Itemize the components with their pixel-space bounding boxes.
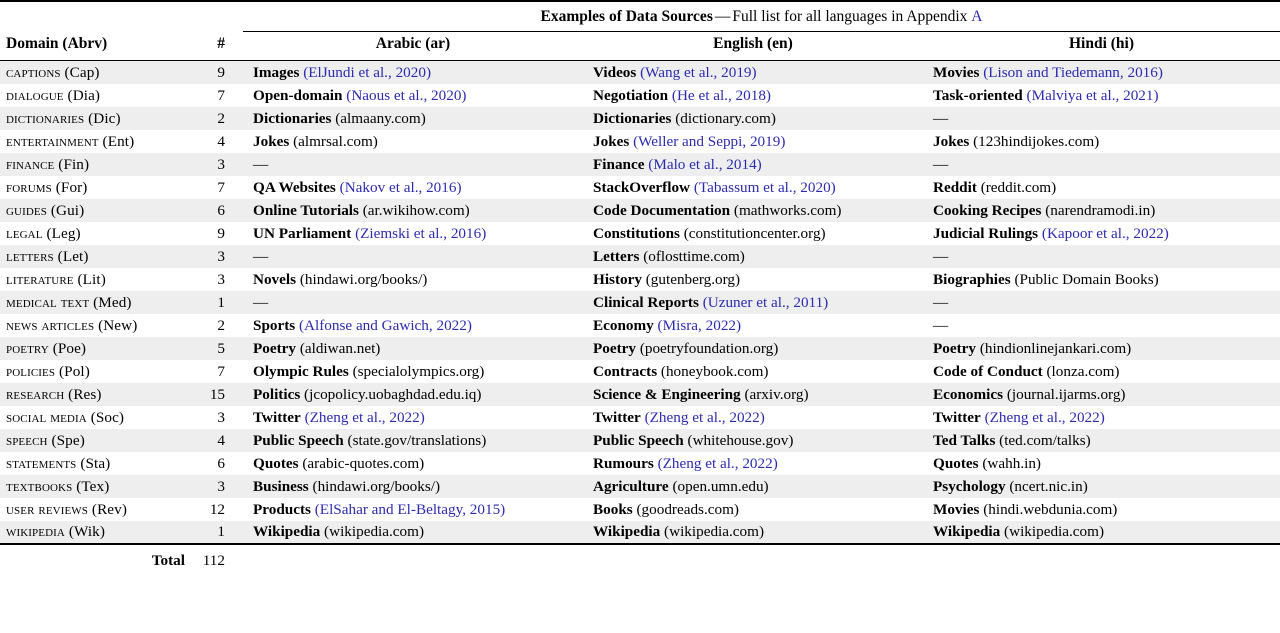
source-label: Business (253, 477, 309, 495)
source-label: Dictionaries (593, 109, 672, 127)
cell-count: 3 (217, 155, 225, 173)
cell-count: 9 (217, 63, 225, 81)
table-row (0, 222, 1280, 245)
source-citation[interactable]: (Malviya et al., 2021) (1026, 86, 1159, 104)
source-label: Twitter (253, 408, 301, 426)
cell-source-english (583, 429, 923, 452)
source-label: Twitter (933, 408, 981, 426)
appendix-link[interactable]: A (971, 8, 983, 25)
cell-source-hindi (923, 176, 1280, 199)
cell-count: 4 (217, 431, 225, 449)
cell-source-hindi (923, 314, 1280, 337)
empty-marker: — (253, 293, 268, 311)
cell-domain: dialogue (Dia) (6, 86, 101, 104)
source-label: Psychology (933, 477, 1006, 495)
source-label: Negotiation (593, 86, 669, 104)
table-row (0, 406, 1280, 429)
source-url: (hindi.webdunia.com) (983, 500, 1118, 518)
cell-source-arabic (243, 360, 583, 383)
cell-source-hindi (923, 498, 1280, 521)
cell-source-hindi (923, 245, 1280, 268)
cell-source-english (583, 130, 923, 153)
source-label: Poetry (933, 339, 977, 357)
source-url: (wikipedia.com) (664, 523, 764, 540)
table-row (0, 475, 1280, 498)
source-url: (dictionary.com) (675, 109, 776, 127)
source-citation[interactable]: (Zheng et al., 2022) (304, 408, 425, 426)
empty-marker: — (253, 155, 268, 173)
source-label: Poetry (253, 339, 297, 357)
cell-count: 15 (209, 385, 225, 403)
cell-domain: speech (Spe) (6, 431, 85, 449)
source-label: Public Speech (593, 431, 684, 449)
header-group-row (0, 2, 1280, 31)
cell-source-hindi (923, 107, 1280, 130)
cell-domain: dictionaries (Dic) (6, 109, 121, 127)
source-url: (hindawi.org/books/) (312, 477, 441, 495)
domain-abbreviation: (Let) (57, 247, 89, 265)
cell-count: 1 (217, 523, 225, 540)
cell-source-english (583, 199, 923, 222)
source-citation[interactable]: (ElSahar and El-Beltagy, 2015) (314, 500, 506, 518)
header-lang-hindi: Hindi (hi) (1068, 35, 1135, 52)
cell-count: 2 (217, 109, 225, 127)
source-url: (specialolympics.org) (352, 362, 485, 380)
table-row (0, 61, 1280, 84)
cell-source-hindi (923, 153, 1280, 176)
cell-source-english (583, 406, 923, 429)
cell-source-arabic (243, 337, 583, 360)
source-url: (mathworks.com) (733, 201, 842, 219)
cell-source-hindi (923, 406, 1280, 429)
cell-source-english (583, 268, 923, 291)
source-label: Letters (593, 247, 640, 265)
cell-source-hindi (923, 429, 1280, 452)
table-row (0, 498, 1280, 521)
cell-source-hindi (923, 383, 1280, 406)
source-label: Open-domain (253, 86, 343, 104)
domain-abbreviation: (Med) (93, 293, 132, 311)
source-citation[interactable]: (Weller and Seppi, 2019) (633, 132, 786, 150)
source-label: Task-oriented (933, 86, 1023, 104)
source-label: Twitter (593, 408, 641, 426)
source-label: Clinical Reports (593, 293, 699, 311)
source-label: UN Parliament (253, 224, 352, 242)
source-url: (reddit.com) (980, 178, 1057, 196)
cell-count: 5 (217, 339, 225, 357)
cell-source-hindi (923, 268, 1280, 291)
cell-count: 7 (217, 178, 225, 196)
cell-domain: medical text (Med) (6, 293, 132, 311)
table-row (0, 130, 1280, 153)
source-url: (wahh.in) (982, 454, 1041, 472)
table-row (0, 84, 1280, 107)
source-url: (hindionlinejankari.com) (979, 339, 1132, 357)
source-url: (ar.wikihow.com) (362, 201, 470, 219)
table-row (0, 383, 1280, 406)
empty-marker: — (933, 109, 948, 127)
cell-domain: user reviews (Rev) (6, 500, 127, 518)
source-url: (almaany.com) (335, 109, 426, 127)
cell-source-arabic (243, 521, 583, 544)
source-citation[interactable]: (Zheng et al., 2022) (984, 408, 1105, 426)
cell-source-english (583, 176, 923, 199)
source-url: (open.umn.edu) (672, 477, 769, 495)
cell-source-hindi (923, 84, 1280, 107)
cell-source-english (583, 107, 923, 130)
table-body (0, 61, 1280, 544)
source-url: (123hindijokes.com) (973, 132, 1100, 150)
source-label: Dictionaries (253, 109, 332, 127)
examples-group-title-bold: Examples of Data Sources (540, 8, 713, 25)
source-url: (jcopolicy.uobaghdad.edu.iq) (304, 385, 482, 403)
domain-abbreviation: (Spe) (51, 431, 85, 449)
source-label: Olympic Rules (253, 362, 349, 380)
source-label: Online Tutorials (253, 201, 359, 219)
source-label: StackOverflow (593, 178, 691, 196)
source-citation[interactable]: (Ziemski et al., 2016) (355, 224, 487, 242)
cell-count: 1 (217, 293, 225, 311)
total-value: 112 (202, 552, 225, 569)
cell-source-hindi (923, 199, 1280, 222)
cell-source-arabic (243, 429, 583, 452)
domain-abbreviation: (Gui) (50, 201, 85, 219)
group-title-note: Full list for all languages in Appendix (732, 8, 968, 25)
cell-source-hindi (923, 337, 1280, 360)
source-url: (wikipedia.com) (324, 523, 424, 540)
cell-source-hindi (923, 360, 1280, 383)
source-citation[interactable]: (Zheng et al., 2022) (657, 454, 778, 472)
domain-abbreviation: (Dia) (67, 86, 101, 104)
domain-abbreviation: (New) (98, 316, 138, 334)
cell-source-english (583, 84, 923, 107)
cell-source-hindi (923, 130, 1280, 153)
cell-count: 4 (217, 132, 225, 150)
table-row (0, 429, 1280, 452)
table-row (0, 107, 1280, 130)
source-url: (narendramodi.in) (1045, 201, 1156, 219)
source-label: Wikipedia (933, 523, 1001, 540)
cell-domain: wikipedia (Wik) (6, 523, 106, 540)
source-label: Ted Talks (933, 431, 996, 449)
source-url: (almrsal.com) (293, 132, 378, 150)
header-lang-english: English (en) (713, 35, 793, 52)
source-label: QA Websites (253, 178, 336, 196)
source-url: (arxiv.org) (744, 385, 809, 403)
cell-count: 7 (217, 86, 225, 104)
examples-group-title (243, 2, 1280, 31)
source-label: Finance (593, 155, 645, 173)
domain-abbreviation: (Sta) (80, 454, 111, 472)
source-url: (hindawi.org/books/) (299, 270, 428, 288)
source-label: Images (253, 63, 300, 81)
source-label: Public Speech (253, 431, 344, 449)
source-label: Poetry (593, 339, 637, 357)
source-label: Jokes (593, 132, 630, 150)
source-label: Jokes (253, 132, 290, 150)
cell-domain: textbooks (Tex) (6, 477, 110, 495)
source-label: Novels (253, 270, 297, 288)
source-url: (ncert.nic.in) (1009, 477, 1088, 495)
table-row (0, 314, 1280, 337)
header-lang-arabic: Arabic (ar) (375, 35, 451, 52)
cell-source-english (583, 61, 923, 84)
cell-source-arabic (243, 452, 583, 475)
cell-domain: forums (For) (6, 178, 88, 196)
source-citation[interactable]: (Nakov et al., 2016) (339, 178, 462, 196)
cell-domain: finance (Fin) (6, 155, 90, 173)
cell-source-english (583, 314, 923, 337)
cell-count: 3 (217, 270, 225, 288)
cell-count: 3 (217, 408, 225, 426)
source-citation[interactable]: (He et al., 2018) (671, 86, 771, 104)
cell-domain: research (Res) (6, 385, 102, 403)
source-citation[interactable]: (Kapoor et al., 2022) (1041, 224, 1169, 242)
domain-abbreviation: (Soc) (90, 408, 125, 426)
cell-source-english (583, 383, 923, 406)
cell-source-hindi (923, 475, 1280, 498)
cell-domain: poetry (Poe) (6, 339, 87, 357)
cell-source-english (583, 153, 923, 176)
domain-abbreviation: (Lit) (77, 270, 106, 288)
cell-source-english (583, 475, 923, 498)
table-row (0, 176, 1280, 199)
source-label: Science & Engineering (593, 385, 741, 403)
table-footer (0, 544, 1280, 572)
header-columns-row (0, 32, 1280, 61)
cell-count: 7 (217, 362, 225, 380)
source-label: Books (593, 500, 633, 518)
cell-source-arabic (243, 130, 583, 153)
cell-source-arabic (243, 245, 583, 268)
domain-abbreviation: (Dic) (88, 109, 121, 127)
domain-abbreviation: (Tex) (76, 477, 110, 495)
domain-abbreviation: (Fin) (58, 155, 90, 173)
cell-source-hindi (923, 61, 1280, 84)
cell-domain: statements (Sta) (6, 454, 111, 472)
table-row (0, 360, 1280, 383)
source-label: Videos (593, 63, 637, 81)
cell-source-hindi (923, 521, 1280, 544)
cell-source-english (583, 222, 923, 245)
source-label: Economics (933, 385, 1004, 403)
source-label: Reddit (933, 178, 977, 196)
cell-count: 3 (217, 247, 225, 265)
source-url: (constitutioncenter.org) (683, 224, 826, 242)
cell-source-hindi (923, 291, 1280, 314)
cell-source-english (583, 498, 923, 521)
domain-abbreviation: (Ent) (102, 132, 135, 150)
cell-source-english (583, 360, 923, 383)
empty-marker: — (933, 155, 948, 173)
cell-count: 12 (209, 500, 225, 518)
source-label: Biographies (933, 270, 1011, 288)
empty-marker: — (933, 247, 948, 265)
source-url: (wikipedia.com) (1004, 523, 1104, 540)
source-url: (goodreads.com) (636, 500, 739, 518)
cell-count: 6 (217, 454, 225, 472)
table-row (0, 199, 1280, 222)
group-title-dash: — (714, 8, 731, 25)
cell-count: 6 (217, 201, 225, 219)
cell-domain: legal (Leg) (6, 224, 81, 242)
domain-abbreviation: (Cap) (64, 63, 100, 81)
source-label: Wikipedia (253, 523, 321, 540)
source-citation[interactable]: (Tabassum et al., 2020) (693, 178, 836, 196)
cell-source-arabic (243, 61, 583, 84)
cell-source-arabic (243, 291, 583, 314)
domain-abbreviation: (Pol) (59, 362, 90, 380)
source-citation[interactable]: (ElJundi et al., 2020) (303, 63, 432, 81)
cell-source-arabic (243, 84, 583, 107)
source-url: (lonza.com) (1046, 362, 1120, 380)
source-label: Judicial Rulings (933, 224, 1039, 242)
source-label: Code Documentation (593, 201, 731, 219)
source-label: Wikipedia (593, 523, 661, 540)
cell-source-arabic (243, 107, 583, 130)
cell-domain: entertainment (Ent) (6, 132, 135, 150)
cell-count: 2 (217, 316, 225, 334)
source-citation[interactable]: (Uzuner et al., 2011) (702, 293, 829, 311)
table-header (0, 1, 1280, 61)
cell-domain: literature (Lit) (6, 270, 106, 288)
cell-source-hindi (923, 452, 1280, 475)
source-label: Rumours (593, 454, 654, 472)
source-url: (poetryfoundation.org) (639, 339, 779, 357)
table-row (0, 291, 1280, 314)
source-url: (oflosttime.com) (643, 247, 745, 265)
source-label: Cooking Recipes (933, 201, 1042, 219)
source-label: Quotes (253, 454, 299, 472)
table-row (0, 245, 1280, 268)
empty-marker: — (253, 247, 268, 265)
cell-count: 3 (217, 477, 225, 495)
source-label: History (593, 270, 642, 288)
table-row (0, 153, 1280, 176)
cell-source-english (583, 452, 923, 475)
cell-domain: letters (Let) (6, 247, 89, 265)
source-url: (state.gov/translations) (347, 431, 487, 449)
empty-marker: — (933, 316, 948, 334)
cell-source-english (583, 337, 923, 360)
source-label: Products (253, 500, 311, 518)
source-label: Sports (253, 316, 296, 334)
table-row (0, 268, 1280, 291)
source-citation[interactable]: (Zheng et al., 2022) (644, 408, 765, 426)
cell-source-arabic (243, 199, 583, 222)
header-domain: Domain (Abrv) (6, 35, 108, 52)
source-url: (gutenberg.org) (645, 270, 741, 288)
domain-abbreviation: (For) (55, 178, 88, 196)
cell-source-english (583, 521, 923, 544)
source-url: (arabic-quotes.com) (302, 454, 425, 472)
cell-source-arabic (243, 406, 583, 429)
source-label: Economy (593, 316, 654, 334)
table-row (0, 521, 1280, 544)
source-url: (Public Domain Books) (1014, 270, 1159, 288)
table-row (0, 452, 1280, 475)
cell-source-arabic (243, 383, 583, 406)
cell-source-arabic (243, 268, 583, 291)
domain-abbreviation: (Res) (68, 385, 102, 403)
empty-marker: — (933, 293, 948, 311)
source-citation[interactable]: (Alfonse and Gawich, 2022) (299, 316, 472, 334)
table-row (0, 337, 1280, 360)
cell-domain: captions (Cap) (6, 63, 100, 81)
domain-abbreviation: (Wik) (68, 523, 106, 540)
source-citation[interactable]: (Misra, 2022) (657, 316, 742, 334)
cell-source-hindi (923, 222, 1280, 245)
source-url: (honeybook.com) (660, 362, 769, 380)
cell-count: 9 (217, 224, 225, 242)
source-label: Jokes (933, 132, 970, 150)
cell-source-arabic (243, 475, 583, 498)
cell-source-arabic (243, 153, 583, 176)
cell-source-english (583, 245, 923, 268)
cell-domain: news articles (New) (6, 316, 138, 334)
source-label: Movies (933, 63, 980, 81)
source-url: (aldiwan.net) (299, 339, 381, 357)
source-label: Politics (253, 385, 301, 403)
total-label: Total (151, 552, 185, 569)
source-url: (journal.ijarms.org) (1006, 385, 1126, 403)
cell-domain: social media (Soc) (6, 408, 125, 426)
domain-abbreviation: (Poe) (52, 339, 87, 357)
cell-source-arabic (243, 498, 583, 521)
cell-domain: policies (Pol) (6, 362, 90, 380)
total-row (0, 545, 1280, 572)
cell-source-english (583, 291, 923, 314)
cell-source-arabic (243, 176, 583, 199)
domain-abbreviation: (Leg) (46, 224, 81, 242)
source-url: (ted.com/talks) (999, 431, 1091, 449)
cell-source-arabic (243, 222, 583, 245)
source-label: Quotes (933, 454, 979, 472)
source-citation[interactable]: (Wang et al., 2019) (640, 63, 757, 81)
domain-abbreviation: (Rev) (91, 500, 127, 518)
source-label: Code of Conduct (933, 362, 1043, 380)
source-url: (whitehouse.gov) (687, 431, 794, 449)
header-count: # (217, 35, 225, 52)
cell-domain: guides (Gui) (6, 201, 85, 219)
cell-source-arabic (243, 314, 583, 337)
source-citation[interactable]: (Malo et al., 2014) (648, 155, 762, 173)
source-label: Agriculture (593, 477, 669, 495)
source-citation[interactable]: (Naous et al., 2020) (346, 86, 467, 104)
source-label: Contracts (593, 362, 658, 380)
source-citation[interactable]: (Lison and Tiedemann, 2016) (983, 63, 1163, 81)
source-label: Constitutions (593, 224, 680, 242)
source-label: Movies (933, 500, 980, 518)
